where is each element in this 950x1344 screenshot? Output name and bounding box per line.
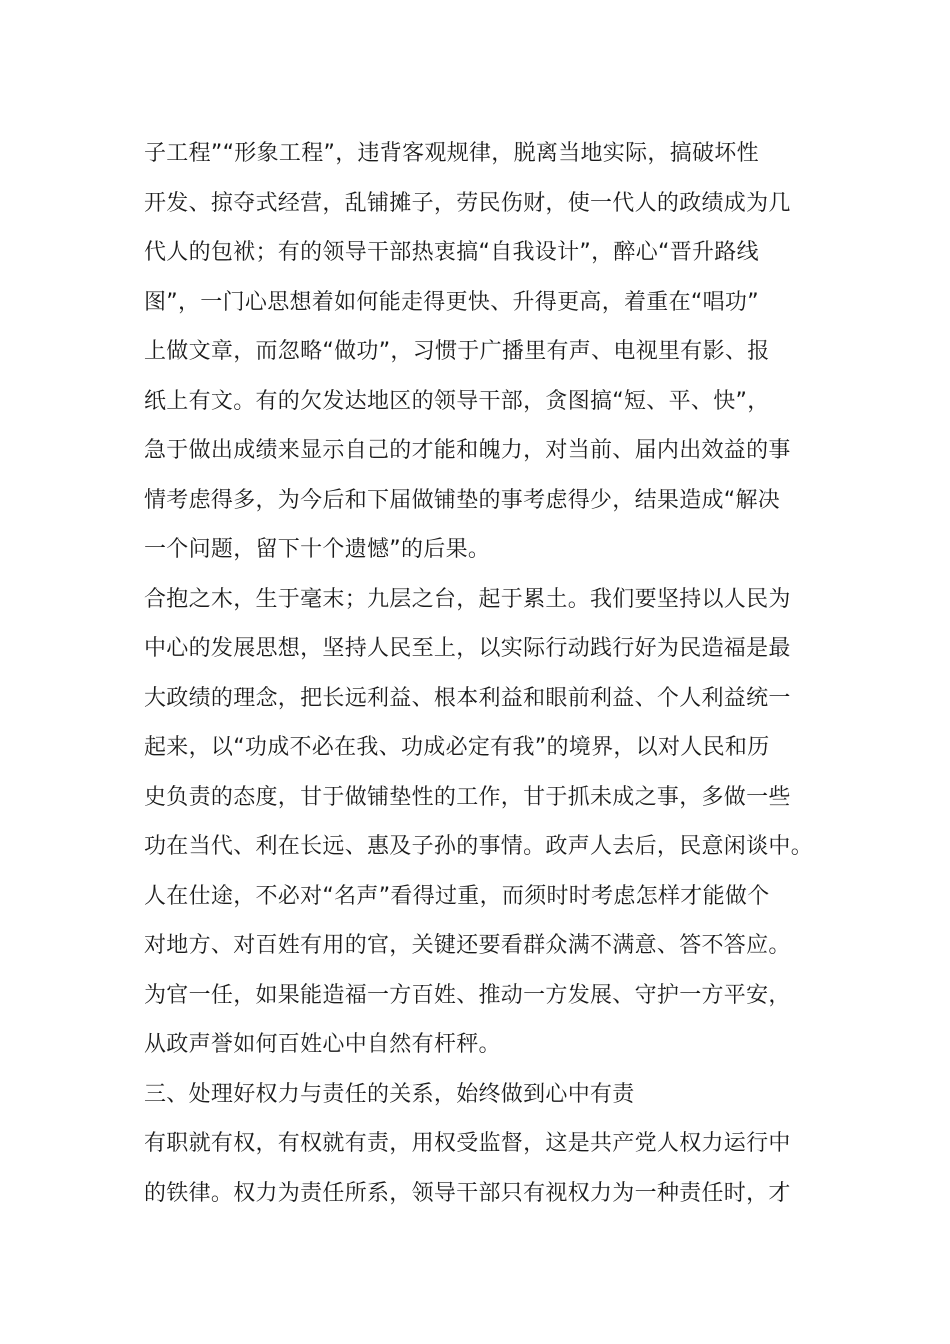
text-line: 人在仕途，不必对“名声”看得过重，而须时时考虑怎样才能做个 — [144, 883, 770, 909]
text-line: 大政绩的理念，把长远利益、根本利益和眼前利益、个人利益统一 — [144, 685, 791, 711]
text-line: 上做文章，而忽略“做功”，习惯于广播里有声、电视里有影、报 — [144, 339, 770, 364]
text-line: 开发、掠夺式经营，乱铺摊子，劳民伤财，使一代人的政绩成为几 — [144, 190, 791, 216]
text-line: 中心的发展思想，坚持人民至上，以实际行动践行好为民造福是最 — [144, 636, 791, 661]
text-line: 情考虑得多，为今后和下届做铺垫的事考虑得少，结果造成“解决 — [144, 487, 781, 513]
text-line: 的铁律。权力为责任所系，领导干部只有视权力为一种责任时，才 — [144, 1180, 791, 1206]
text-line: 有职就有权，有权就有责，用权受监督，这是共产党人权力运行中 — [144, 1131, 791, 1156]
body-text — [144, 129, 824, 1218]
text-line: 起来，以“功成不必在我、功成必定有我”的境界，以对人民和历 — [144, 735, 770, 760]
text-line: 从政声誉如何百姓心中自然有杆秤。 — [144, 1032, 501, 1057]
text-line: 图”，一门心思想着如何能走得更快、升得更高，着重在“唱功” — [144, 289, 759, 315]
section-heading: 三、处理好权力与责任的关系，始终做到心中有责 — [144, 1081, 635, 1107]
text-line: 急于做出成绩来显示自己的才能和魄力，对当前、届内出效益的事 — [144, 438, 791, 463]
text-line: 子工程”“形象工程”，违背客观规律，脱离当地实际，搞破坏性 — [144, 141, 759, 166]
text-line: 一个问题，留下十个遗憾”的后果。 — [144, 537, 491, 562]
text-line: 合抱之木，生于毫末；九层之台，起于累土。我们要坚持以人民为 — [144, 586, 791, 612]
text-line: 对地方、对百姓有用的官，关键还要看群众满不满意、答不答应。 — [144, 933, 791, 958]
text-line: 代人的包袱；有的领导干部热衷搞“自我设计”，醉心“晋升路线 — [144, 240, 759, 265]
text-line: 为官一任，如果能造福一方百姓、推动一方发展、守护一方平安， — [144, 982, 791, 1008]
text-line: 纸上有文。有的欠发达地区的领导干部，贪图搞“短、平、快”， — [144, 388, 770, 414]
text-line: 功在当代、利在长远、惠及子孙的事情。政声人去后，民意闲谈中。 — [144, 834, 814, 859]
text-line: 史负责的态度，甘于做铺垫性的工作，甘于抓未成之事，多做一些 — [144, 784, 791, 810]
